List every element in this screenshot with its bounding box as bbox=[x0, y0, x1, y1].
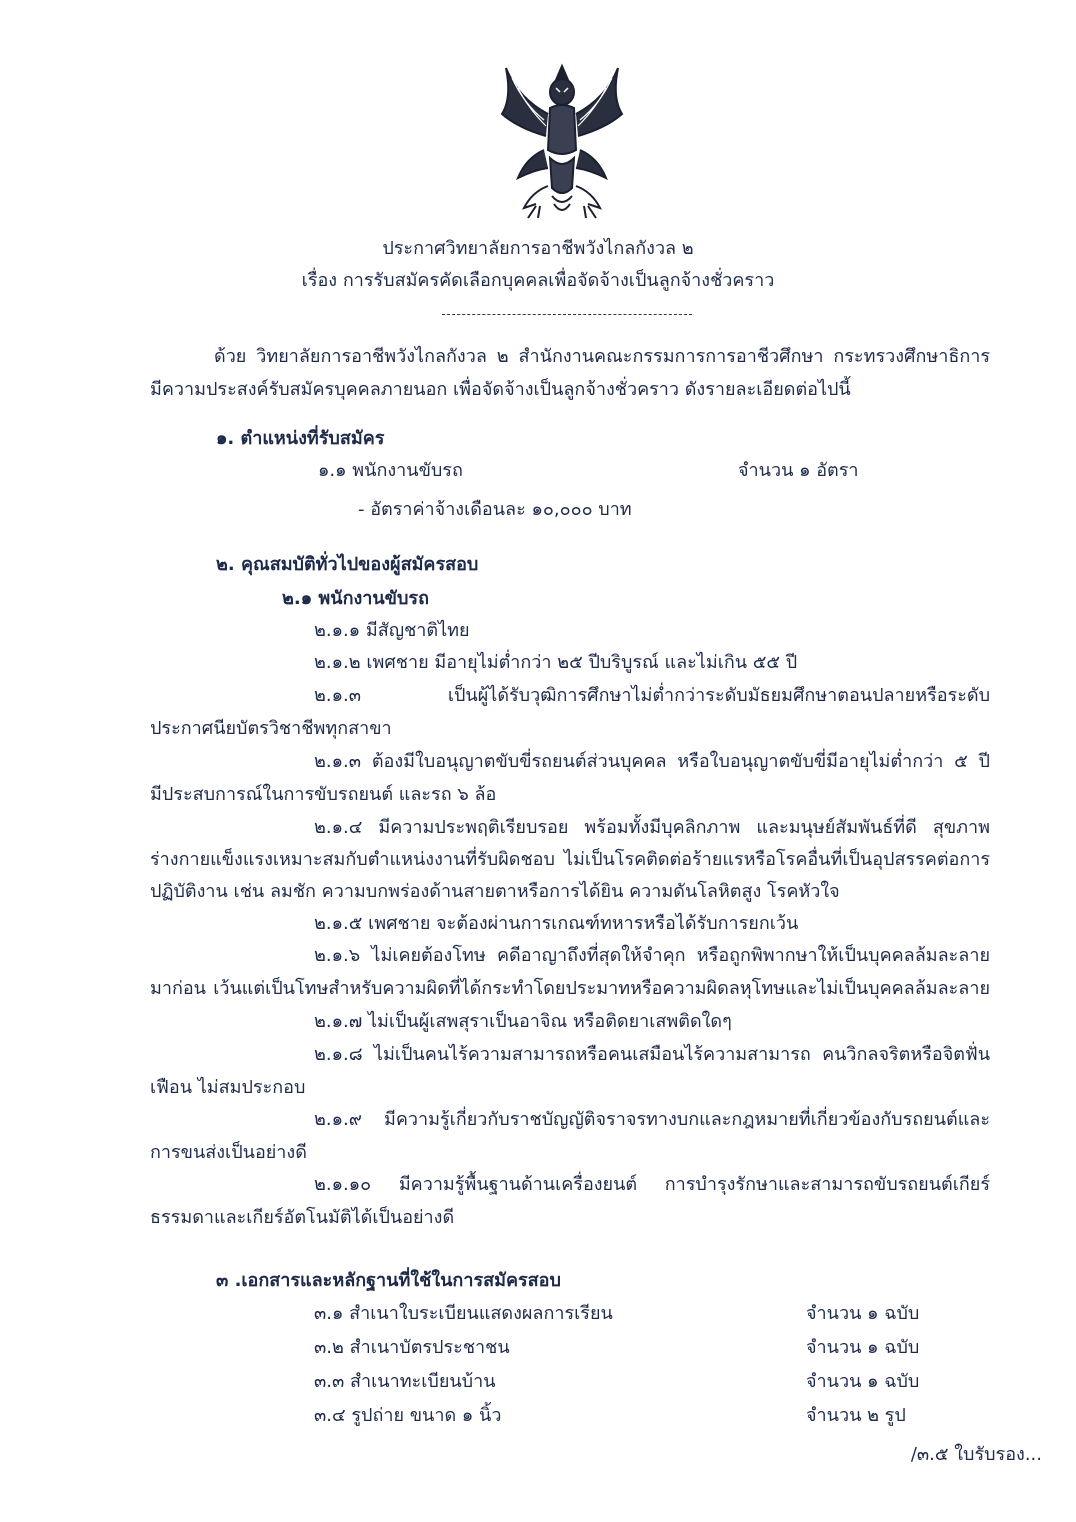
document-item-count: จำนวน ๑ ฉบับ bbox=[806, 1303, 920, 1324]
qualification-line: เฟือน ไม่สมประกอบ bbox=[150, 1077, 306, 1098]
qualification-line: ๒.๑.๖ ไม่เคยต้องโทษ คดีอาญาถึงที่สุดให้จำคุก หรือถูกพิพากษาให้เป็นบุคคลล้มละลาย bbox=[314, 945, 990, 966]
intro-line-1: ด้วย วิทยาลัยการอาชีพวังไกลกังวล ๒ สำนักงานคณะกรรมการการอาชีวศึกษา กระทรวงศึกษาธิการ bbox=[214, 346, 990, 367]
qualification-line: ประกาศนียบัตรวิชาชีพทุกสาขา bbox=[150, 718, 392, 739]
position-count: จำนวน ๑ อัตรา bbox=[738, 460, 859, 481]
qualification-line: ๒.๑.๓ เป็นผู้ได้รับวุฒิการศึกษาไม่ต่ำกว่าระดับมัธยมศึกษาตอนปลายหรือระดับ bbox=[314, 685, 990, 706]
qualification-line: ๒.๑.๓ ต้องมีใบอนุญาตขับขี่รถยนต์ส่วนบุคคล หรือใบอนุญาตขับขี่มีอายุไม่ต่ำกว่า ๕ ปี bbox=[314, 751, 990, 772]
title-divider bbox=[442, 314, 692, 315]
section-2-subheading: ๒.๑ พนักงานขับรถ bbox=[282, 588, 429, 609]
intro-line-2: มีความประสงค์รับสมัครบุคคลภายนอก เพื่อจัดจ้างเป็นลูกจ้างชั่วคราว ดังรายละเอียดต่อไปนี้ bbox=[150, 379, 851, 400]
qualification-line: มาก่อน เว้นแต่เป็นโทษสำหรับความผิดที่ได้กระทำโดยประมาทหรือความผิดลหุโทษและไม่เป็นบุคคลล้มละลาย bbox=[150, 978, 990, 999]
document-item-label: ๓.๒ สำเนาบัตรประชาชน bbox=[314, 1337, 510, 1358]
document-item-label: ๓.๑ สำเนาใบระเบียนแสดงผลการเรียน bbox=[314, 1303, 613, 1324]
qualification-line: ๒.๑.๗ ไม่เป็นผู้เสพสุราเป็นอาจิณ หรือติดยาเสพติดใดๆ bbox=[314, 1011, 732, 1032]
qualification-line: ๒.๑.๘ ไม่เป็นคนไร้ความสามารถหรือคนเสมือนไร้ความสามารถ คนวิกลจริตหรือจิตฟั่น bbox=[314, 1044, 990, 1065]
qualification-line: ร่างกายแข็งแรงเหมาะสมกับตำแหน่งงานที่รับผิดชอบ ไม่เป็นโรคติดต่อร้ายแรหรือโรคอื่นที่เป็นอุปสรรคต่อการ bbox=[150, 849, 990, 870]
qualification-line: ๒.๑.๔ มีความประพฤติเรียบรอย พร้อมทั้งมีบุคลิกภาพ และมนุษย์สัมพันธ์ที่ดี สุขภาพ bbox=[314, 817, 990, 838]
document-item-label: ๓.๓ สำเนาทะเบียนบ้าน bbox=[314, 1371, 496, 1392]
document-item-count: จำนวน ๑ ฉบับ bbox=[806, 1337, 920, 1358]
document-item-count: จำนวน ๒ รูป bbox=[806, 1405, 906, 1426]
document-item-label: ๓.๔ รูปถ่าย ขนาด ๑ นิ้ว bbox=[314, 1405, 502, 1426]
qualification-line: ๒.๑.๙ มีความรู้เกี่ยวกับราชบัญญัติจราจรทางบกและกฎหมายที่เกี่ยวข้องกับรถยนต์และ bbox=[314, 1109, 990, 1130]
qualification-line: มีประสบการณ์ในการขับรถยนต์ และรถ ๖ ล้อ bbox=[150, 784, 497, 805]
announcement-subject: เรื่อง การรับสมัครคัดเลือกบุคคลเพื่อจัดจ้างเป็นลูกจ้างชั่วคราว bbox=[301, 270, 775, 291]
section-1-heading: ๑. ตำแหน่งที่รับสมัคร bbox=[216, 428, 385, 449]
qualification-line: การขนส่งเป็นอย่างดี bbox=[150, 1142, 307, 1163]
announcement-title: ประกาศวิทยาลัยการอาชีพวังไกลกังวล ๒ bbox=[382, 238, 694, 259]
qualification-line: ๒.๑.๑ มีสัญชาติไทย bbox=[314, 620, 470, 641]
section-2-heading: ๒. คุณสมบัติทั่วไปของผู้สมัครสอบ bbox=[216, 554, 479, 575]
qualification-line: ธรรมดาและเกียร์อัตโนมัติได้เป็นอย่างดี bbox=[150, 1207, 455, 1228]
document-item-count: จำนวน ๑ ฉบับ bbox=[806, 1371, 920, 1392]
position-item: ๑.๑ พนักงานขับรถ bbox=[318, 460, 463, 481]
section-3-heading: ๓ .เอกสารและหลักฐานที่ใช้ในการสมัครสอบ bbox=[216, 1270, 561, 1291]
qualification-line: ๒.๑.๕ เพศชาย จะต้องผ่านการเกณฑ์ทหารหรือได้รับการยกเว้น bbox=[314, 913, 799, 934]
qualification-line: ปฏิบัติงาน เช่น ลมชัก ความบกพร่องด้านสายตาหรือการได้ยิน ความดันโลหิตสูง โรคหัวใจ bbox=[150, 881, 840, 902]
qualification-line: ๒.๑.๑๐ มีความรู้พื้นฐานด้านเครื่องยนต์ การบำรุงรักษาและสามารถขับรถยนต์เกียร์ bbox=[314, 1174, 990, 1195]
garuda-emblem-icon bbox=[488, 58, 636, 223]
page-continuation: /๓.๕ ใบรับรอง... bbox=[910, 1444, 1042, 1465]
qualification-line: ๒.๑.๒ เพศชาย มีอายุไม่ต่ำกว่า ๒๕ ปีบริบูรณ์ และไม่เกิน ๕๕ ปี bbox=[314, 652, 798, 673]
salary-line: - อัตราค่าจ้างเดือนละ ๑๐,๐๐๐ บาท bbox=[358, 499, 632, 520]
